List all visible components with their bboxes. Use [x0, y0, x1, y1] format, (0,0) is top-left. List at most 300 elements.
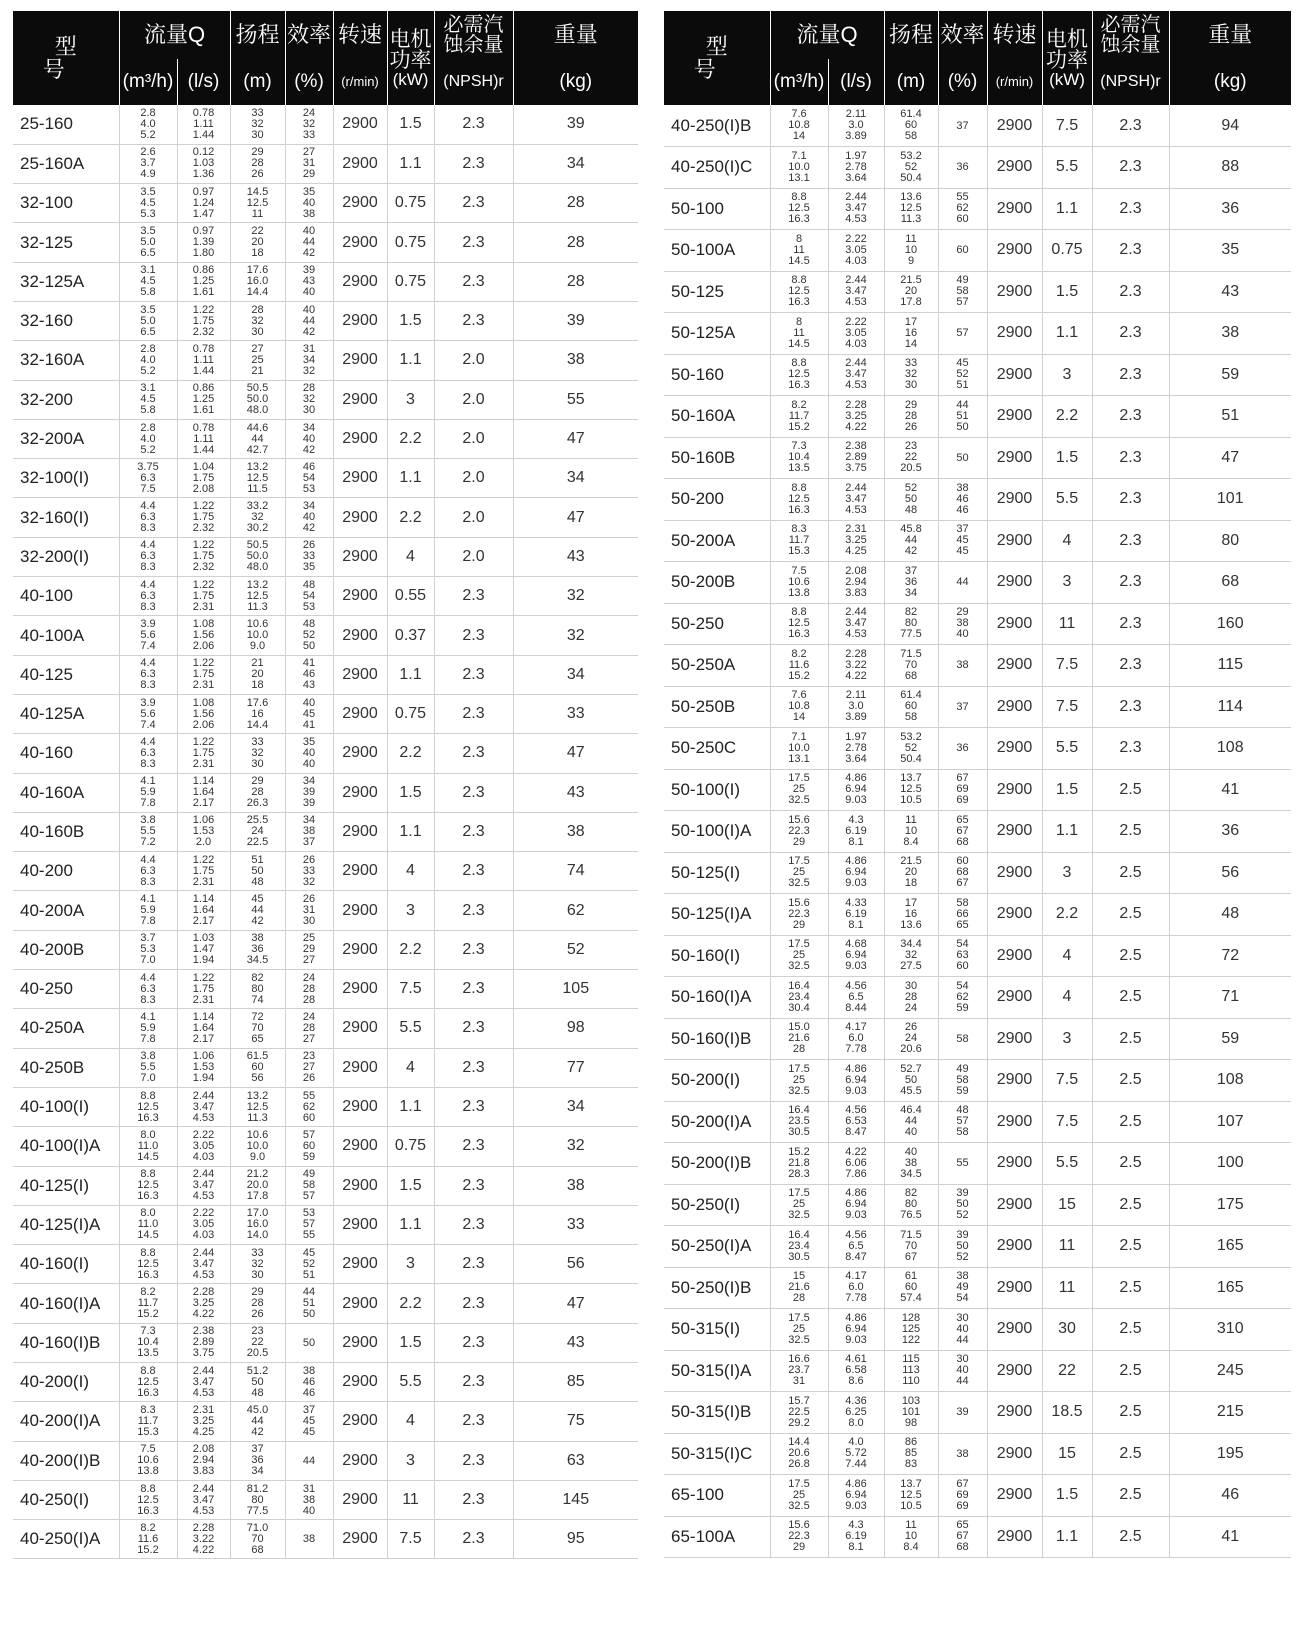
flow-ls-value: 2.28 — [845, 398, 867, 411]
flow-m3h-cell — [770, 977, 828, 1019]
flow-m3h-value: 14.5 — [788, 254, 810, 267]
flow-m3h-cell — [119, 1323, 177, 1362]
speed-cell: 2900 — [333, 891, 387, 930]
efficiency-cell: 36 — [938, 147, 987, 189]
npsh-cell: 2.3 — [434, 812, 513, 851]
flow-m3h-cell — [119, 341, 177, 380]
efficiency-value: 40 — [302, 757, 316, 770]
efficiency-cell — [938, 603, 987, 645]
efficiency-value: 28 — [302, 982, 316, 995]
flow-m3h-cell — [119, 1520, 177, 1559]
flow-ls-value: 1.03 — [192, 157, 215, 170]
header-motor-line1: 电机 — [389, 27, 432, 51]
efficiency-cell — [285, 616, 333, 655]
motor-power-cell: 1.1 — [1042, 1516, 1092, 1558]
table-row — [13, 105, 638, 144]
speed-cell: 2900 — [987, 1184, 1042, 1226]
flow-ls-value: 7.78 — [845, 1043, 867, 1056]
motor-power-cell: 1.5 — [387, 1323, 434, 1362]
weight-cell: 33 — [513, 1205, 638, 1244]
flow-m3h-cell — [770, 188, 828, 230]
header-head: 扬程 — [230, 11, 285, 59]
flow-m3h-value: 5.2 — [140, 443, 156, 456]
head-value: 70 — [251, 1021, 264, 1034]
efficiency-value: 23 — [302, 1050, 316, 1063]
flow-ls-value: 4.03 — [192, 1150, 215, 1163]
table-row — [664, 1018, 1291, 1060]
motor-power-cell: 4 — [1042, 520, 1092, 562]
flow-m3h-value: 32.5 — [788, 1499, 810, 1512]
head-value: 12.5 — [246, 1100, 269, 1113]
model-cell: 50-100 — [664, 188, 770, 230]
flow-ls-cell — [177, 694, 230, 733]
model-cell: 50-200 — [664, 479, 770, 521]
speed-cell: 2900 — [987, 1101, 1042, 1143]
flow-m3h-cell — [770, 1143, 828, 1185]
speed-cell: 2900 — [333, 498, 387, 537]
motor-power-cell: 1.1 — [1042, 188, 1092, 230]
head-value: 38 — [904, 1156, 918, 1169]
head-value: 14.4 — [246, 286, 269, 299]
head-value: 71.5 — [900, 1228, 922, 1241]
flow-ls-value: 2.44 — [192, 1364, 215, 1377]
head-cell — [230, 341, 285, 380]
model-cell: 40-160(I)A — [13, 1284, 119, 1323]
efficiency-cell — [285, 734, 333, 773]
flow-ls-value: 1.22 — [192, 971, 215, 984]
flow-ls-value: 3.47 — [192, 1257, 215, 1270]
flow-ls-value: 0.97 — [192, 185, 215, 198]
npsh-cell: 2.3 — [434, 262, 513, 301]
flow-ls-cell — [828, 645, 884, 687]
model-cell: 32-160(I) — [13, 498, 119, 537]
flow-m3h-cell — [119, 1166, 177, 1205]
motor-power-cell: 4 — [1042, 935, 1092, 977]
flow-ls-value: 2.44 — [192, 1482, 215, 1495]
flow-ls-value: 2.22 — [192, 1207, 215, 1220]
efficiency-value: 28 — [302, 993, 316, 1006]
model-cell: 40-200 — [13, 852, 119, 891]
model-cell: 40-100(I)A — [13, 1127, 119, 1166]
motor-power-cell: 2.2 — [387, 930, 434, 969]
efficiency-value: 50 — [956, 1198, 969, 1211]
flow-ls-value: 2.22 — [192, 1128, 215, 1141]
head-value: 17.6 — [246, 696, 269, 709]
speed-cell: 2900 — [987, 1143, 1042, 1185]
efficiency-value: 27 — [302, 146, 316, 159]
head-value: 33 — [251, 106, 264, 119]
flow-m3h-value: 16.4 — [788, 1104, 810, 1117]
flow-ls-value: 2.31 — [845, 523, 867, 536]
header-model: 型号 — [664, 11, 770, 105]
efficiency-value: 35 — [302, 185, 316, 198]
head-value: 101 — [901, 1405, 921, 1418]
flow-ls-value: 3.05 — [845, 326, 867, 339]
flow-m3h-cell — [119, 1284, 177, 1323]
flow-m3h-cell — [119, 734, 177, 773]
flow-ls-value: 2.22 — [845, 315, 867, 328]
flow-m3h-cell — [770, 645, 828, 687]
efficiency-cell: 44 — [938, 562, 987, 604]
efficiency-cell — [285, 852, 333, 891]
weight-cell: 80 — [1169, 520, 1291, 562]
table-row — [13, 223, 638, 262]
table-row — [13, 184, 638, 223]
speed-cell: 2900 — [333, 812, 387, 851]
flow-ls-cell — [177, 577, 230, 616]
speed-cell: 2900 — [987, 1060, 1042, 1102]
model-cell: 32-200(I) — [13, 537, 119, 576]
efficiency-value: 31 — [302, 904, 316, 917]
flow-m3h-value: 32.5 — [788, 960, 810, 973]
head-value: 48 — [251, 1386, 264, 1399]
head-value: 29 — [251, 775, 264, 788]
efficiency-value: 39 — [956, 1187, 969, 1200]
head-cell — [884, 686, 938, 728]
motor-power-cell: 3 — [1042, 562, 1092, 604]
flow-m3h-value: 3.7 — [140, 157, 156, 170]
flow-m3h-value: 6.3 — [140, 511, 156, 524]
efficiency-value: 69 — [956, 1488, 969, 1501]
efficiency-cell — [285, 1087, 333, 1126]
flow-m3h-cell — [119, 930, 177, 969]
flow-ls-value: 2.08 — [192, 482, 215, 495]
head-value: 20 — [904, 285, 918, 298]
flow-ls-value: 4.86 — [845, 855, 867, 868]
head-value: 13.6 — [900, 191, 922, 204]
flow-m3h-value: 22.5 — [788, 1405, 810, 1418]
head-cell — [230, 1166, 285, 1205]
npsh-cell: 2.0 — [434, 380, 513, 419]
table-row — [664, 1309, 1291, 1351]
flow-m3h-value: 15.6 — [788, 896, 810, 909]
flow-ls-value: 1.11 — [193, 117, 214, 130]
flow-m3h-cell — [119, 655, 177, 694]
motor-power-cell: 2.2 — [1042, 396, 1092, 438]
efficiency-value: 45 — [956, 357, 969, 370]
flow-ls-cell — [177, 184, 230, 223]
flow-m3h-value: 7.8 — [140, 915, 156, 928]
flow-ls-cell — [828, 105, 884, 147]
flow-m3h-value: 4.5 — [140, 275, 156, 288]
table-row — [13, 812, 638, 851]
motor-power-cell: 1.1 — [387, 341, 434, 380]
weight-cell: 47 — [1169, 437, 1291, 479]
efficiency-value: 55 — [956, 191, 969, 204]
flow-m3h-value: 7.1 — [791, 149, 807, 162]
weight-cell: 195 — [1169, 1433, 1291, 1475]
head-value: 24 — [251, 825, 264, 838]
table-row — [664, 1350, 1291, 1392]
flow-ls-value: 2.89 — [845, 451, 867, 464]
weight-cell: 56 — [1169, 852, 1291, 894]
flow-m3h-value: 30.4 — [788, 1001, 810, 1014]
weight-cell: 165 — [1169, 1226, 1291, 1268]
efficiency-value: 59 — [956, 1001, 969, 1014]
flow-m3h-value: 23.4 — [788, 1239, 810, 1252]
weight-cell: 101 — [1169, 479, 1291, 521]
flow-m3h-cell — [770, 686, 828, 728]
flow-ls-value: 1.94 — [192, 954, 215, 967]
flow-ls-cell — [177, 1087, 230, 1126]
speed-cell: 2900 — [987, 1475, 1042, 1517]
flow-ls-cell — [177, 1402, 230, 1441]
efficiency-value: 50 — [302, 1308, 316, 1321]
efficiency-cell — [285, 1166, 333, 1205]
flow-ls-value: 0.12 — [192, 146, 215, 159]
efficiency-value: 42 — [302, 443, 316, 456]
head-value: 17.8 — [246, 1190, 269, 1203]
flow-m3h-value: 21.6 — [788, 1032, 810, 1045]
flow-ls-value: 1.44 — [192, 443, 215, 456]
flow-ls-value: 6.94 — [845, 866, 867, 879]
flow-m3h-value: 12.5 — [788, 492, 810, 505]
flow-ls-value: 3.47 — [845, 617, 867, 630]
speed-cell: 2900 — [333, 1363, 387, 1402]
weight-cell: 35 — [1169, 230, 1291, 272]
flow-ls-cell — [177, 734, 230, 773]
speed-cell: 2900 — [333, 852, 387, 891]
flow-ls-cell — [828, 1226, 884, 1268]
speed-cell: 2900 — [333, 734, 387, 773]
flow-m3h-value: 4.5 — [140, 196, 156, 209]
efficiency-cell — [938, 1309, 987, 1351]
head-cell — [230, 577, 285, 616]
npsh-cell: 2.0 — [434, 537, 513, 576]
flow-m3h-value: 4.5 — [140, 393, 156, 406]
flow-m3h-value: 12.5 — [137, 1257, 159, 1270]
flow-m3h-value: 8.3 — [140, 875, 156, 888]
model-cell: 65-100 — [664, 1475, 770, 1517]
flow-ls-value: 4.53 — [845, 213, 867, 226]
flow-m3h-value: 11.7 — [137, 1297, 159, 1310]
efficiency-value: 60 — [956, 213, 969, 226]
head-cell — [884, 271, 938, 313]
header-motor-unit: (kW) — [1049, 69, 1085, 89]
flow-m3h-cell — [770, 811, 828, 853]
motor-power-cell: 7.5 — [1042, 105, 1092, 147]
flow-ls-cell — [828, 603, 884, 645]
flow-m3h-value: 8.8 — [140, 1168, 156, 1181]
head-value: 12.5 — [900, 202, 922, 215]
model-cell: 40-160B — [13, 812, 119, 851]
efficiency-value: 44 — [956, 1375, 969, 1388]
efficiency-value: 27 — [302, 1032, 316, 1045]
flow-ls-value: 2.89 — [192, 1336, 215, 1349]
flow-m3h-value: 8.8 — [791, 606, 807, 619]
head-value: 122 — [901, 1333, 921, 1346]
header-model: 型号 — [13, 11, 119, 105]
head-cell — [884, 1101, 938, 1143]
npsh-cell: 2.5 — [1092, 1060, 1169, 1102]
head-value: 12.5 — [246, 589, 269, 602]
efficiency-cell — [938, 811, 987, 853]
motor-power-cell: 0.37 — [387, 616, 434, 655]
efficiency-cell — [285, 1402, 333, 1441]
flow-ls-value: 4.0 — [848, 1436, 864, 1449]
efficiency-value: 29 — [302, 168, 316, 181]
efficiency-cell: 39 — [938, 1392, 987, 1434]
head-value: 30 — [251, 128, 264, 141]
head-value: 61.5 — [246, 1050, 269, 1063]
model-cell: 65-100A — [664, 1516, 770, 1558]
flow-ls-value: 4.22 — [845, 420, 867, 433]
efficiency-value: 37 — [302, 836, 316, 849]
head-cell — [884, 769, 938, 811]
flow-ls-value: 4.61 — [845, 1353, 867, 1366]
speed-cell: 2900 — [987, 686, 1042, 728]
head-value: 17.8 — [900, 296, 922, 309]
head-value: 22 — [251, 225, 264, 238]
flow-m3h-value: 7.6 — [791, 689, 807, 702]
flow-m3h-value: 17.5 — [788, 855, 810, 868]
flow-ls-value: 2.11 — [845, 689, 867, 702]
table-row — [13, 773, 638, 812]
head-value: 61 — [904, 1270, 918, 1283]
flow-ls-value: 1.39 — [192, 236, 215, 249]
flow-m3h-value: 4.9 — [140, 168, 156, 181]
flow-ls-value: 2.44 — [845, 274, 867, 287]
flow-m3h-value: 23.5 — [788, 1115, 810, 1128]
efficiency-value: 38 — [956, 1270, 969, 1283]
flow-m3h-value: 4.4 — [140, 735, 156, 748]
flow-ls-cell — [177, 459, 230, 498]
flow-ls-value: 4.53 — [845, 379, 867, 392]
table-row — [13, 1402, 638, 1441]
flow-m3h-value: 8 — [795, 232, 803, 245]
flow-m3h-cell — [770, 852, 828, 894]
flow-ls-value: 3.89 — [845, 711, 867, 724]
table-row — [664, 852, 1291, 894]
flow-m3h-value: 7.6 — [791, 108, 807, 120]
flow-ls-cell — [177, 891, 230, 930]
weight-cell: 43 — [513, 773, 638, 812]
flow-m3h-cell — [770, 1350, 828, 1392]
speed-cell: 2900 — [333, 1284, 387, 1323]
flow-m3h-cell — [119, 1363, 177, 1402]
efficiency-value: 54 — [956, 938, 969, 951]
efficiency-value: 50 — [302, 640, 316, 652]
head-value: 60 — [904, 700, 918, 713]
flow-ls-value: 2.0 — [195, 836, 212, 849]
flow-ls-value: 1.75 — [192, 589, 215, 602]
head-value: 36 — [251, 943, 264, 956]
head-value: 13.2 — [246, 1089, 269, 1102]
weight-cell: 245 — [1169, 1350, 1291, 1392]
flow-m3h-value: 7.3 — [791, 440, 807, 453]
flow-ls-cell — [828, 1184, 884, 1226]
head-value: 28 — [904, 990, 918, 1003]
head-value: 50 — [251, 864, 264, 877]
flow-m3h-value: 5.2 — [140, 364, 156, 377]
flow-ls-value: 1.14 — [192, 893, 215, 906]
flow-m3h-value: 8.3 — [140, 561, 156, 574]
flow-ls-value: 4.25 — [845, 545, 867, 558]
table-row — [664, 603, 1291, 645]
speed-cell: 2900 — [333, 694, 387, 733]
head-value: 45.5 — [900, 1084, 922, 1097]
flow-ls-value: 6.25 — [845, 1405, 867, 1418]
npsh-cell: 2.3 — [1092, 603, 1169, 645]
flow-m3h-value: 11.7 — [137, 1414, 159, 1427]
npsh-cell: 2.3 — [434, 301, 513, 340]
npsh-cell: 2.3 — [434, 734, 513, 773]
efficiency-value: 53 — [302, 600, 316, 613]
flow-m3h-value: 7.5 — [791, 564, 807, 577]
efficiency-value: 52 — [302, 1257, 316, 1270]
efficiency-value: 32 — [302, 117, 316, 130]
model-cell: 50-160 — [664, 354, 770, 396]
table-row — [664, 1516, 1291, 1558]
header-motor-line1: 电机 — [1046, 27, 1088, 51]
flow-ls-value: 1.75 — [192, 471, 215, 484]
head-value: 29 — [251, 1286, 264, 1299]
speed-cell: 2900 — [987, 230, 1042, 272]
head-value: 20 — [251, 236, 264, 249]
speed-cell: 2900 — [987, 1516, 1042, 1558]
efficiency-value: 57 — [302, 1190, 316, 1203]
efficiency-value: 44 — [302, 236, 316, 249]
head-cell — [230, 301, 285, 340]
head-cell — [884, 1350, 938, 1392]
weight-cell: 34 — [513, 1087, 638, 1126]
flow-m3h-value: 4.4 — [140, 539, 156, 552]
npsh-cell: 2.3 — [434, 655, 513, 694]
flow-m3h-value: 7.4 — [140, 718, 156, 731]
efficiency-value: 46 — [956, 503, 969, 516]
table-row — [13, 1363, 638, 1402]
flow-m3h-value: 6.3 — [140, 550, 156, 563]
head-value: 46.4 — [900, 1104, 922, 1117]
efficiency-value: 33 — [302, 864, 316, 877]
flow-m3h-value: 4.4 — [140, 971, 156, 984]
head-value: 71.5 — [900, 647, 922, 660]
header-npsh — [1092, 11, 1169, 59]
npsh-cell: 2.3 — [1092, 686, 1169, 728]
flow-m3h-value: 8 — [795, 315, 803, 328]
flow-ls-value: 1.80 — [192, 247, 215, 260]
head-value: 32 — [904, 949, 918, 962]
npsh-cell: 2.3 — [434, 1520, 513, 1559]
efficiency-cell — [285, 341, 333, 380]
weight-cell: 33 — [513, 694, 638, 733]
flow-m3h-value: 16.3 — [137, 1504, 159, 1517]
flow-m3h-value: 5.2 — [140, 128, 156, 141]
head-cell — [884, 520, 938, 562]
head-cell — [230, 1441, 285, 1480]
head-value: 44 — [251, 432, 264, 445]
speed-cell: 2900 — [333, 341, 387, 380]
motor-power-cell: 2.2 — [387, 1284, 434, 1323]
head-value: 48 — [251, 875, 264, 888]
flow-ls-cell — [177, 1323, 230, 1362]
flow-ls-value: 1.64 — [192, 1021, 215, 1034]
flow-m3h-value: 11.7 — [788, 409, 810, 422]
head-cell — [230, 498, 285, 537]
head-value: 30 — [251, 325, 264, 338]
model-cell: 50-160(I)B — [664, 1018, 770, 1060]
flow-ls-value: 2.44 — [845, 357, 867, 370]
head-value: 30 — [904, 379, 918, 392]
flow-m3h-cell — [119, 970, 177, 1009]
flow-ls-value: 1.14 — [192, 775, 215, 788]
flow-ls-value: 4.86 — [845, 1062, 867, 1075]
head-value: 17.0 — [246, 1207, 269, 1220]
flow-ls-value: 2.44 — [845, 606, 867, 619]
weight-cell: 47 — [513, 1284, 638, 1323]
flow-m3h-cell — [119, 1402, 177, 1441]
head-value: 53.2 — [900, 149, 922, 162]
